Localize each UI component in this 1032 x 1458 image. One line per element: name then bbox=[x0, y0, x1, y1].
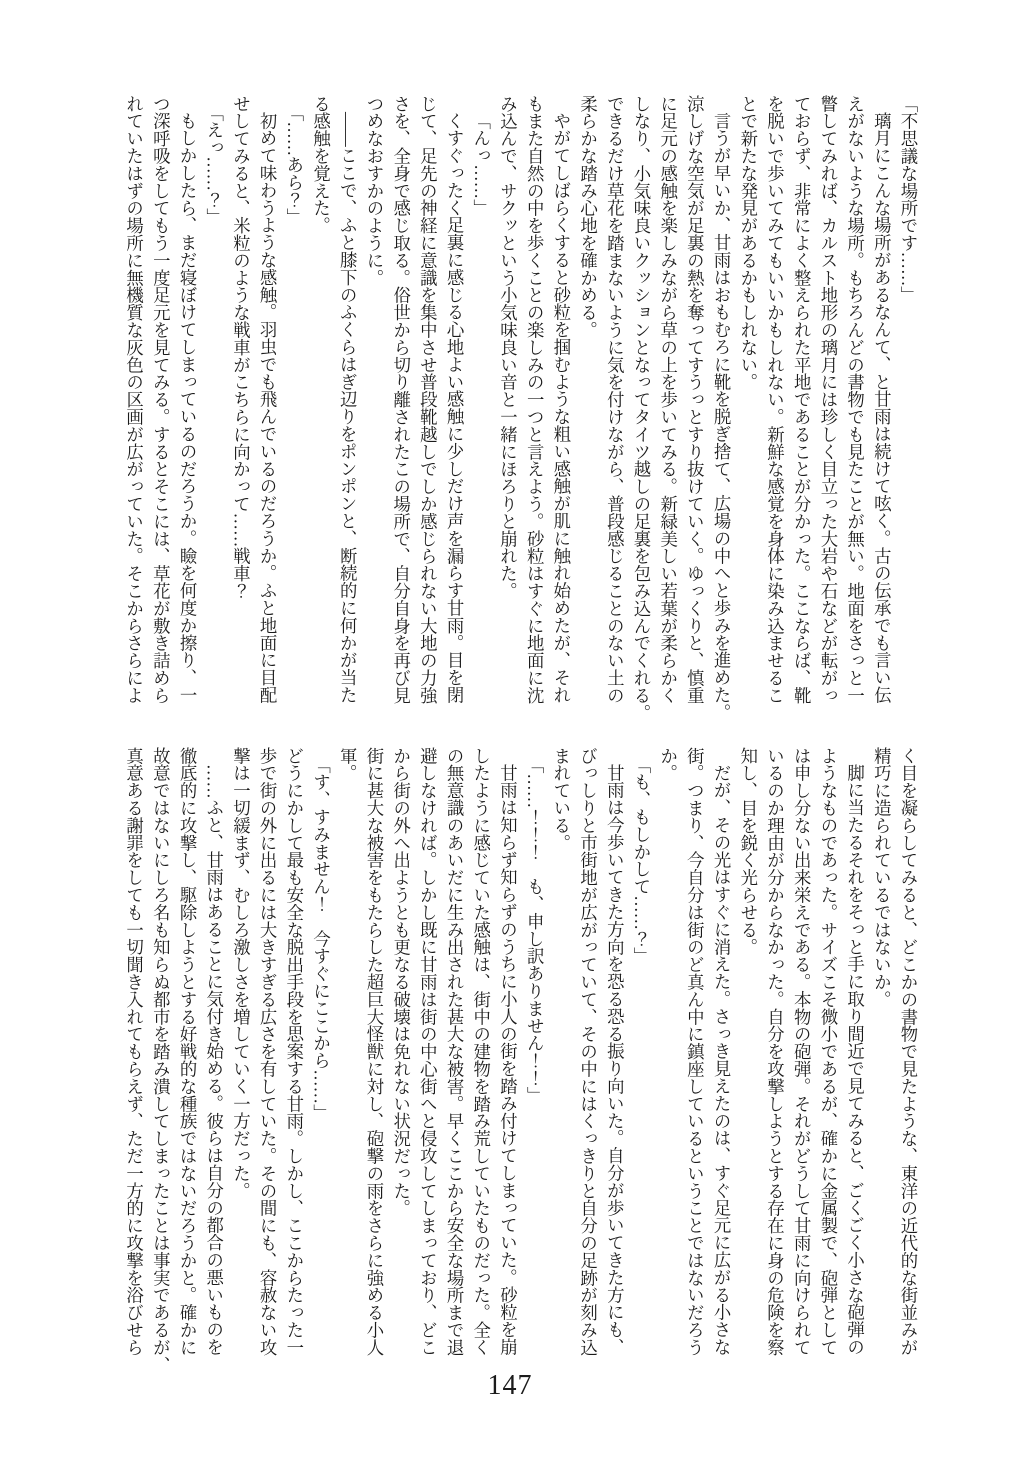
text-column: 故意ではないにしろ名も知らぬ都市を踏み潰してしまったことは事実であるが、 bbox=[150, 747, 171, 1374]
text-column: を脱いで歩いてみてもいいかもしれない。新鮮な感覚を身体に染み込ませるこ bbox=[764, 95, 785, 704]
text-column: もしかしたら、まだ寝ぼけてしまっているのだろうか。瞼を何度か擦り、一 bbox=[177, 112, 198, 704]
text-column: 街。つまり、今自分は街のど真ん中に鎮座しているということではないだろう bbox=[684, 747, 705, 1356]
text-column: 「も、もしかして……？」 bbox=[630, 755, 651, 965]
text-column: つ深呼吸をしてもう一度足元を見てみる。するとそこには、草花が敷き詰めら bbox=[150, 95, 171, 704]
text-column: 「……！！！ も、申し訳ありません！！」 bbox=[524, 755, 545, 1104]
text-column: から街の外へ出ようとも更なる破壊は免れない状況だった。 bbox=[390, 747, 411, 1217]
text-block-top bbox=[120, 95, 921, 721]
text-column: ――ここで、ふと膝下のふくらはぎ辺りをポンポンと、断続的に何かが当た bbox=[337, 112, 358, 704]
text-column: 知し、目を鋭く光らせる。 bbox=[737, 747, 758, 956]
text-column: 避しなければ。しかし既に甘雨は街の中心街へと侵攻してしまっており、どこ bbox=[417, 747, 438, 1356]
text-column: く目を凝らしてみると、どこかの書物で見たような、東洋の近代的な街並みが bbox=[898, 747, 918, 1356]
text-column: くすぐったく足裏に感じる心地よい感触に少しだけ声を漏らす甘雨。目を閉 bbox=[444, 112, 465, 704]
text-column: 甘雨は今歩いてきた方向を恐る恐る振り向いた。自分が歩いてきた方にも、 bbox=[604, 764, 625, 1356]
text-column: ておらず、非常によく整えられた平地であることが分かった。ここならば、靴 bbox=[791, 95, 812, 704]
text-column: 言うが早いか、甘雨はおもむろに靴を脱ぎ捨て、広場の中へと歩みを進めた。 bbox=[711, 112, 732, 722]
text-column: まれている。 bbox=[550, 747, 571, 852]
text-column: 街に甚大な被害をもたらした超巨大怪獣に対し、砲撃の雨をさらに強める小人 bbox=[363, 747, 384, 1356]
text-column: えがないような場所。もちろんどの書物でも見たことが無い。地面をさっと一 bbox=[844, 95, 865, 704]
text-column: やがてしばらくすると砂粒を掴むような粗い感触が肌に触れ始めたが、それ bbox=[550, 112, 571, 704]
text-column: 撃は一切緩まず、むしろ激しさを増していく一方だった。 bbox=[230, 747, 251, 1200]
text-column: びっしりと市街地が広がっていて、その中にはくっきりと自分の足跡が刻み込 bbox=[577, 747, 598, 1356]
text-column: 歩で街の外に出るには大きすぎる広さを有していた。その間にも、容赦ない攻 bbox=[257, 747, 278, 1356]
text-column: み込んで、サクッという小気味良い音と一緒にほろりと崩れた。 bbox=[497, 95, 518, 600]
text-column: 脚に当たるそれをそっと手に取り間近で見てみると、ごくごく小さな砲弾の bbox=[844, 764, 865, 1356]
text-column: 「……あら？」 bbox=[283, 103, 304, 226]
text-column: せしてみると、米粒のような戦車がこちらに向かって……戦車？ bbox=[230, 95, 251, 600]
text-column: もまた自然の中を歩くことの楽しみの一つと言えよう。砂粒はすぐに地面に沈 bbox=[524, 95, 545, 704]
text-column: 軍。 bbox=[337, 747, 358, 782]
text-column: か。 bbox=[657, 747, 678, 782]
text-column: ようなものであった。サイズこそ微小であるが、確かに金属製で、砲弾として bbox=[817, 747, 838, 1356]
text-column: できるだけ草花を踏まないように気を付けながら、普段感じることのない土の bbox=[604, 95, 625, 704]
text-column: に足元の感触を楽しみながら草の上を歩いてみる。新緑美しい若葉が柔らかく bbox=[657, 95, 678, 704]
text-column: 瞥してみれば、カルスト地形の璃月には珍しく目立った大岩や石などが転がっ bbox=[817, 95, 838, 704]
text-column: いるのか理由が分からなかった。自分を攻撃しようとする存在に身の危険を察 bbox=[764, 747, 785, 1356]
text-column: 初めて味わうような感触。羽虫でも飛んでいるのだろうか。ふと地面に目配 bbox=[257, 112, 278, 704]
text-column: 「不思議な場所です……」 bbox=[898, 95, 918, 304]
text-column: 真意ある謝罪をしても一切聞き入れてもらえず、ただ一方的に攻撃を浴びせら bbox=[123, 747, 144, 1356]
text-block-bottom bbox=[120, 747, 921, 1373]
text-column: じて、足先の神経に意識を集中させ普段靴越しでしか感じられない大地の力強 bbox=[417, 95, 438, 704]
text-column: だが、その光はすぐに消えた。さっき見えたのは、すぐ足元に広がる小さな bbox=[711, 764, 732, 1356]
text-column: の無意識のあいだに生み出された甚大な被害。早くここから安全な場所まで退 bbox=[444, 747, 465, 1356]
text-column: 甘雨は知らず知らずのうちに小人の街を踏み付けてしまっていた。砂粒を崩 bbox=[497, 764, 518, 1356]
text-column: る感触を覚えた。 bbox=[310, 95, 331, 235]
text-column: とで新たな発見があるかもしれない。 bbox=[737, 95, 758, 391]
text-column: れていたはずの場所に無機質な灰色の区画が広がっていた。そこからさらによ bbox=[123, 95, 144, 704]
text-column: 「す、すみません！ 今すぐにここから……」 bbox=[310, 755, 331, 1122]
text-column: 璃月にこんな場所があるなんて、と甘雨は続けて呟く。古の伝承でも言い伝 bbox=[871, 112, 892, 704]
text-column: したように感じていた感触は、街中の建物を踏み荒していたものだった。全く bbox=[470, 747, 491, 1356]
text-column: さを、全身で感じ取る。俗世から切り離されたこの場所で、自分自身を再び見 bbox=[390, 95, 411, 704]
text-column: 精巧に造られているではないか。 bbox=[871, 747, 892, 1008]
text-column: 「んっ……」 bbox=[470, 112, 491, 217]
text-column: 徹底的に攻撃し、駆除しようとする好戦的な種族ではないだろうかと。確かに bbox=[177, 747, 198, 1356]
text-column: は申し分ない出来栄えである。本物の砲弾。それがどうして甘雨に向けられて bbox=[791, 747, 812, 1356]
text-column: 柔らかな踏み心地を確かめる。 bbox=[577, 95, 598, 339]
text-column: どうにかして最も安全な脱出手段を思案する甘雨。しかし、ここからたった一 bbox=[283, 747, 304, 1356]
text-column: 「えっ……？」 bbox=[203, 103, 224, 226]
page-number: 147 bbox=[487, 1370, 533, 1401]
text-column: しなり、小気味良いクッションとなってタイツ越しの足裏を包み込んでくれる。 bbox=[630, 95, 651, 722]
text-column: 涼しげな空気が足裏の熱を奪ってすうっとすり抜けていく。ゆっくりと、慎重 bbox=[684, 95, 705, 704]
text-column: ……ふと、甘雨はあることに気付き始める。彼らは自分の都合の悪いものを bbox=[203, 764, 224, 1356]
text-column: つめなおすかのように。 bbox=[363, 95, 384, 287]
